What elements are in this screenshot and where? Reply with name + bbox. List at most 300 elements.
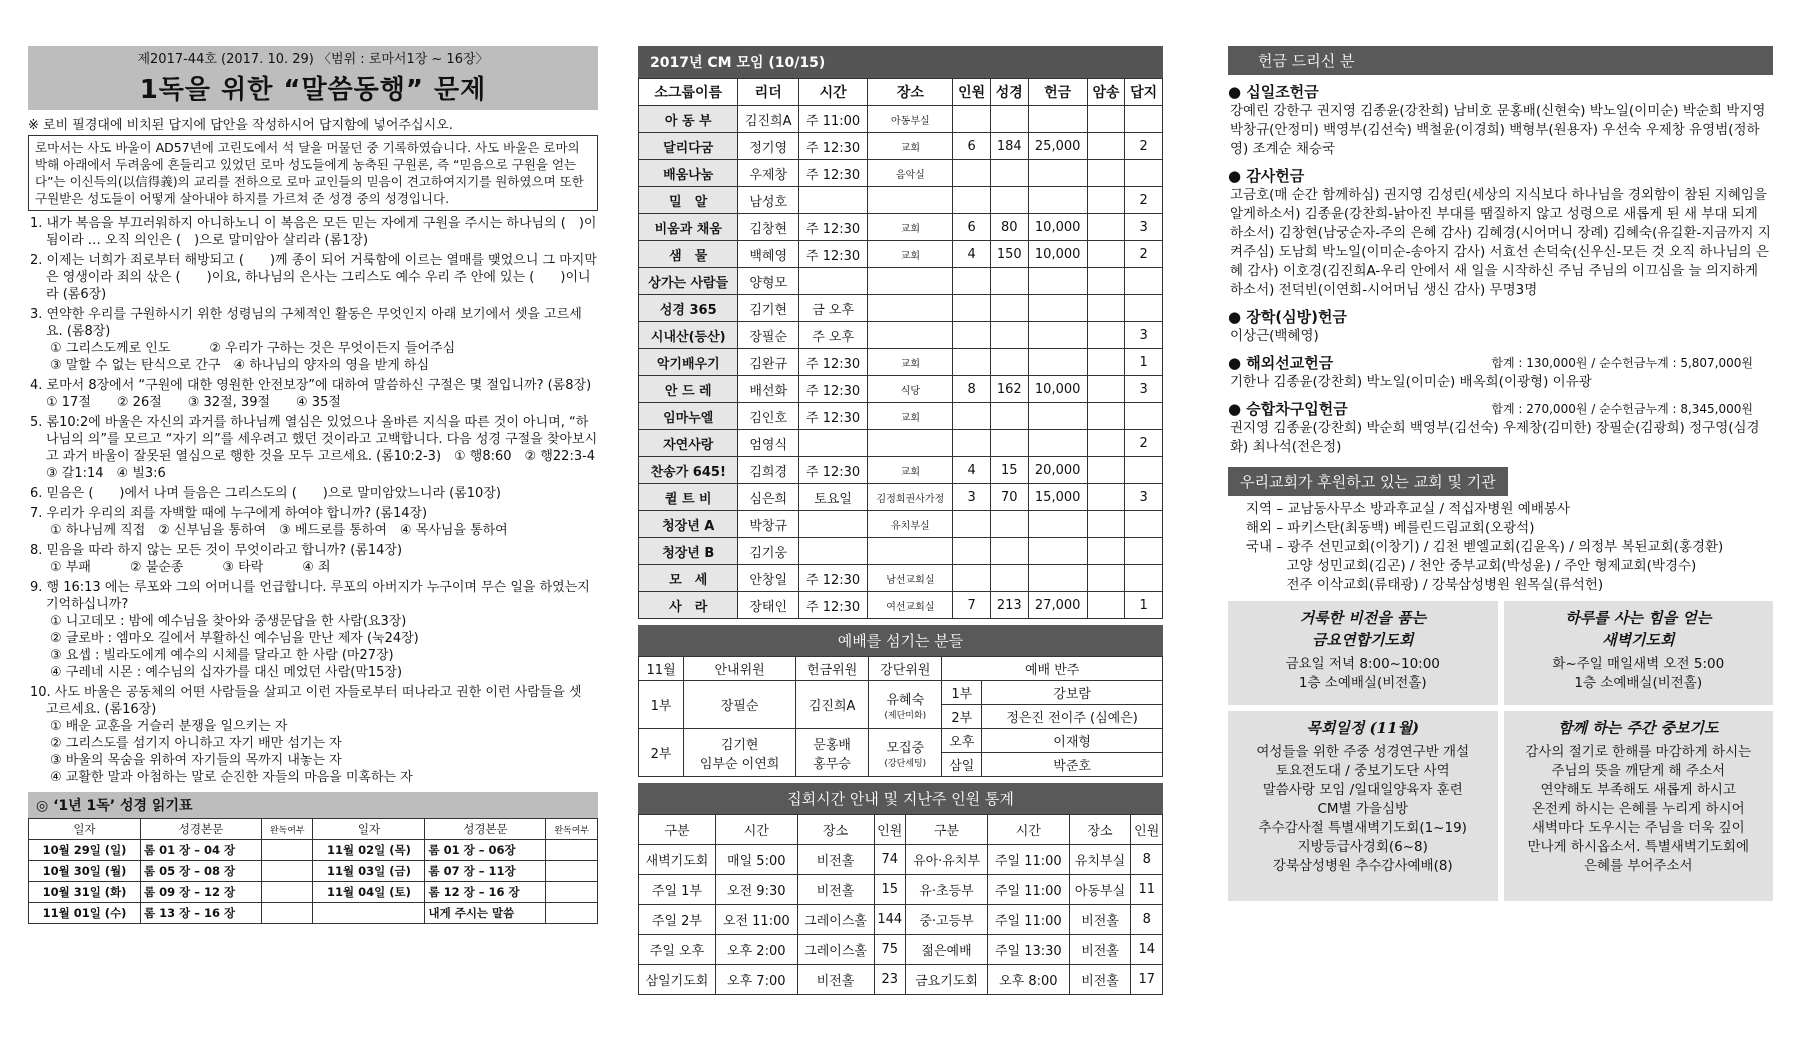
cm-cell — [1028, 430, 1087, 457]
cm-cell: 안 드 레 — [639, 376, 738, 403]
stats-cell: 75 — [874, 935, 906, 965]
cm-cell: 심은희 — [738, 484, 798, 511]
wt-cell: 박준호 — [982, 753, 1163, 777]
wt-text: 모집중 — [886, 740, 925, 756]
cm-cell: 교회 — [868, 214, 953, 241]
reading-cell: 10월 29일 (일) — [29, 840, 141, 861]
box-body: 화~주일 매일새벽 오전 5:00 1층 소예배실(비전홀) — [1552, 656, 1725, 691]
stats-cell: 주일 11:00 — [987, 845, 1069, 875]
cm-head: 장소 — [868, 79, 953, 106]
reading-plan-table — [28, 818, 598, 924]
cm-cell: 2 — [1125, 430, 1163, 457]
cm-cell — [1087, 430, 1125, 457]
cm-row — [639, 430, 1163, 457]
cm-row — [639, 592, 1163, 619]
question-option: ② 글로바 : 엠마오 길에서 부활하신 예수님을 만난 제자 (눅24장) — [50, 631, 419, 646]
stats-cell: 비전홀 — [797, 965, 874, 995]
cm-cell: 213 — [990, 592, 1028, 619]
reading-row — [29, 861, 598, 882]
question — [30, 542, 598, 576]
wt-head: 11월 — [639, 657, 684, 681]
question-option: ① 부패 ② 불순종 ③ 타락 ④ 죄 — [50, 560, 331, 575]
cm-cell: 25,000 — [1028, 133, 1087, 160]
cm-cell: 악기배우기 — [639, 349, 738, 376]
reading-row — [29, 840, 598, 861]
reading-cell: 내게 주시는 말씀 — [425, 903, 546, 924]
cm-cell — [1028, 160, 1087, 187]
support-title: 우리교회가 후원하고 있는 교회 및 기관 — [1228, 467, 1508, 496]
cm-row — [639, 322, 1163, 349]
stats-row — [639, 845, 1163, 875]
offering-type-name: ● 해외선교헌금 — [1228, 354, 1334, 372]
cm-cell — [1028, 349, 1087, 376]
cm-cell — [990, 160, 1028, 187]
stats-cell: 비전홀 — [1069, 965, 1131, 995]
wt-cell: 2부 — [942, 705, 982, 729]
stats-table — [638, 814, 1163, 995]
cm-cell — [953, 349, 991, 376]
cm-head: 성경 — [990, 79, 1028, 106]
cm-cell: 샘 물 — [639, 241, 738, 268]
cm-cell: 주 12:30 — [798, 376, 867, 403]
support-line: 해외 – 파키스탄(최동백) 베를린드림교회(오광석) — [1246, 520, 1535, 536]
cm-head: 인원 — [953, 79, 991, 106]
stats-cell: 오후 2:00 — [715, 935, 797, 965]
cm-cell — [1125, 295, 1163, 322]
stats-cell: 주일 2부 — [639, 905, 716, 935]
cm-cell: 3 — [1125, 376, 1163, 403]
offering-group — [1228, 352, 1773, 392]
wt-cell: 1부 — [639, 681, 684, 729]
reading-head: 일자 — [313, 819, 425, 840]
offering-list — [1228, 81, 1773, 457]
cm-row — [639, 241, 1163, 268]
question-option: ③ 요셉 : 빌라도에게 예수의 시체를 달라고 한 사람 (마27장) — [50, 648, 394, 663]
cm-cell: 김인호 — [738, 403, 798, 430]
worship-title: 예배를 섬기는 분들 — [638, 625, 1163, 656]
box-body: 감사의 절기로 한해를 마감하게 하시는 주님의 뜻을 깨닫게 해 주소서 연약해도 부족해도 새롭게 하시고 온전케 하시는 은혜를 누리게 하시어 새벽마다 도우시는 주님을 더욱 깊이 만나게 하시옵소서. 특별새벽기도회에 은혜를 부어주소서 — [1525, 744, 1752, 874]
cm-row — [639, 484, 1163, 511]
wt-cell: 오후 — [942, 729, 982, 753]
wt-cell — [684, 729, 796, 777]
reading-head: 완독여부 — [261, 819, 313, 840]
cm-cell: 4 — [953, 241, 991, 268]
cm-cell: 6 — [953, 214, 991, 241]
support-list — [1228, 500, 1773, 595]
cm-cell: 임마누엘 — [639, 403, 738, 430]
stats-head: 인원 — [874, 815, 906, 845]
cm-cell: 김진희A — [738, 106, 798, 133]
offering-type-name: ● 십일조헌금 — [1228, 83, 1319, 101]
reading-cell — [261, 861, 313, 882]
reading-cell: 롬 09 장 – 12 장 — [141, 882, 262, 903]
stats-cell: 중·고등부 — [906, 905, 988, 935]
notice: ※ 로비 필경대에 비치된 답지에 답안을 작성하시어 답지함에 넣어주십시오. — [28, 118, 453, 133]
cm-table — [638, 78, 1163, 619]
cm-cell — [953, 430, 991, 457]
box-title: 하루를 사는 힘을 얻는 새벽기도회 — [1565, 609, 1712, 649]
box-body: 금요일 저녁 8:00~10:00 1층 소예배실(비전홀) — [1285, 656, 1440, 691]
question-option: ① 니고데모 : 밤에 예수님을 찾아와 중생문답을 한 사람(요3장) — [50, 614, 407, 629]
cm-row — [639, 133, 1163, 160]
cm-cell — [1087, 511, 1125, 538]
cm-cell: 찬송가 645! — [639, 457, 738, 484]
question-list — [28, 215, 609, 786]
stats-head: 구분 — [906, 815, 988, 845]
box-title: 함께 하는 주간 중보기도 — [1557, 719, 1719, 737]
stats-cell: 주일 오후 — [639, 935, 716, 965]
reading-cell — [261, 882, 313, 903]
cm-cell: 2 — [1125, 133, 1163, 160]
reading-cell: 롬 12 장 – 16 장 — [425, 882, 546, 903]
cm-cell: 사 라 — [639, 592, 738, 619]
cm-cell — [868, 430, 953, 457]
cm-cell: 식당 — [868, 376, 953, 403]
question — [30, 414, 609, 482]
cm-cell — [953, 106, 991, 133]
offering-names: 고금호(매 순간 함께하심) 권지영 김성린(세상의 지식보다 하나님을 경외함이 참된 지혜임을 알게하소서) 김종윤(강찬희-낡아진 부대를 땜질하지 않고 성령으로 새롭게 된 새 부대 되게 하소서) 김창현(남궁순자-주의 은혜 감사) 김혜경(시어머니 장례) 김혜숙(유길환-지금까지 지켜주심) 도남희 박노일(이미순-송아지 감사) 서효선 손덕숙(신우신-모든 것 오직 하나님의 은혜 감사) 이호경(김진희A-우리 안에서 새 일을 시작하신 주님 주님의 이끄심을 늘 의지하게 하소서) 전덕빈(이연희-시어머님 생신 감사) 무명3명 — [1230, 187, 1771, 298]
cm-cell — [1028, 268, 1087, 295]
issue-info: 제2017-44호 (2017. 10. 29) 〈범위 : 로마서1장 ~ 16장〉 — [137, 52, 489, 67]
cm-row — [639, 187, 1163, 214]
reading-cell: 롬 13 장 – 16 장 — [141, 903, 262, 924]
cm-row — [639, 106, 1163, 133]
box-body: 여성들을 위한 주중 성경연구반 개설 토요전도대 / 중보기도단 사역 말씀사랑 모임 /일대일양육자 훈련 CM별 가을심방 추수감사절 특별새벽기도회(1~19) 지방등급사경회(6~8) 강북삼성병원 추수감사예배(8) — [1256, 744, 1470, 874]
stats-row — [639, 935, 1163, 965]
cm-cell: 184 — [990, 133, 1028, 160]
cm-cell: 아 동 부 — [639, 106, 738, 133]
cm-cell: 아동부실 — [868, 106, 953, 133]
wt-text: 홍무승 — [813, 756, 851, 772]
cm-cell: 토요일 — [798, 484, 867, 511]
quiz-header — [28, 46, 598, 110]
cm-cell: 20,000 — [1028, 457, 1087, 484]
stats-row — [639, 875, 1163, 905]
cm-cell: 상가는 사람들 — [639, 268, 738, 295]
cm-cell: 10,000 — [1028, 241, 1087, 268]
stats-head: 인원 — [1131, 815, 1163, 845]
stats-cell: 오후 8:00 — [987, 965, 1069, 995]
cm-row — [639, 349, 1163, 376]
quiz-column — [28, 46, 609, 924]
cm-cell — [1087, 538, 1125, 565]
cm-cell — [1087, 133, 1125, 160]
stats-cell: 오전 9:30 — [715, 875, 797, 905]
stats-cell: 비전홀 — [1069, 905, 1131, 935]
box-title: 거룩한 비전을 품는 금요연합기도회 — [1299, 609, 1426, 649]
cm-cell — [868, 295, 953, 322]
cm-cell: 주 12:30 — [798, 160, 867, 187]
reading-cell: 11월 01일 (수) — [29, 903, 141, 924]
cm-cell: 주 12:30 — [798, 403, 867, 430]
reading-cell: 11월 03일 (금) — [313, 861, 425, 882]
wt-head: 예배 반주 — [942, 657, 1163, 681]
cm-cell: 15 — [990, 457, 1028, 484]
cm-cell: 김기현 — [738, 295, 798, 322]
cm-cell: 엄영식 — [738, 430, 798, 457]
cm-cell — [1087, 322, 1125, 349]
cm-cell: 백혜영 — [738, 241, 798, 268]
cm-cell — [798, 538, 867, 565]
reading-head: 성경본문 — [425, 819, 546, 840]
worship-table — [638, 656, 1163, 777]
offering-group — [1228, 165, 1773, 300]
cm-cell: 2 — [1125, 241, 1163, 268]
offering-amount: 합계 : 130,000원 / 순수헌금누계 : 5,807,000원 — [1491, 356, 1753, 370]
cm-cell: 3 — [1125, 484, 1163, 511]
cm-cell — [798, 511, 867, 538]
cm-cell: 교회 — [868, 133, 953, 160]
wt-text: 임부순 이연희 — [699, 756, 780, 772]
wt-cell: 정은진 전이주 (심예은) — [982, 705, 1163, 729]
stats-title: 집회시간 안내 및 지난주 인원 통계 — [638, 783, 1163, 814]
reading-plan-title: ◎ ‘1년 1독’ 성경 읽기표 — [28, 792, 598, 818]
stats-cell: 주일 13:30 — [987, 935, 1069, 965]
offering-type-name: ● 승합차구입헌금 — [1228, 400, 1348, 418]
stats-head: 시간 — [715, 815, 797, 845]
cm-cell: 1 — [1125, 349, 1163, 376]
question-text: 4. 로마서 8장에서 “구원에 대한 영원한 안전보장”에 대하여 말씀하신 구절은 몇 절입니까? (롬8장) ① 17절 ② 26절 ③ 32절, 39절 ④ 35절 — [30, 378, 605, 410]
offering-type-name: ● 장학(심방)헌금 — [1228, 308, 1347, 326]
stats-cell: 매일 5:00 — [715, 845, 797, 875]
cm-row — [639, 295, 1163, 322]
reading-cell — [546, 903, 598, 924]
stats-head: 장소 — [797, 815, 874, 845]
cm-cell — [1028, 565, 1087, 592]
cm-cell: 3 — [1125, 214, 1163, 241]
cm-cell: 주 12:30 — [798, 565, 867, 592]
support-line: 국내 – 광주 선민교회(이창기) / 김천 벧엘교회(김윤옥) / 의정부 복된교회(홍경환) — [1246, 539, 1724, 555]
question-option: ④ 교활한 말과 아첨하는 말로 순진한 자들의 마음을 미혹하는 자 — [50, 770, 413, 785]
quiz-title: 1독을 위한 “말씀동행” 문제 — [139, 75, 487, 105]
cm-cell — [1087, 565, 1125, 592]
reading-cell: 롬 07 장 – 11장 — [425, 861, 546, 882]
cm-cell: 교회 — [868, 241, 953, 268]
reading-head: 일자 — [29, 819, 141, 840]
cm-cell — [868, 322, 953, 349]
cm-cell — [1028, 403, 1087, 430]
cm-cell — [953, 565, 991, 592]
cm-cell — [1087, 295, 1125, 322]
cm-cell: 70 — [990, 484, 1028, 511]
cm-cell: 15,000 — [1028, 484, 1087, 511]
stats-cell: 오전 11:00 — [715, 905, 797, 935]
cm-cell — [1087, 376, 1125, 403]
cm-cell: 우제창 — [738, 160, 798, 187]
cm-cell — [1125, 511, 1163, 538]
cm-cell — [953, 538, 991, 565]
cm-cell: 김정희권사가정 — [868, 484, 953, 511]
cm-cell — [953, 295, 991, 322]
cm-cell — [1087, 214, 1125, 241]
cm-cell — [990, 349, 1028, 376]
cm-cell: 박창규 — [738, 511, 798, 538]
cm-cell — [990, 295, 1028, 322]
cm-cell: 음악실 — [868, 160, 953, 187]
cm-row — [639, 511, 1163, 538]
offering-type — [1228, 165, 1773, 186]
offering-group — [1228, 306, 1773, 346]
cm-cell: 시내산(등산) — [639, 322, 738, 349]
question-option: ① 배운 교훈을 거슬러 분쟁을 일으키는 자 — [50, 719, 288, 734]
stats-cell: 11 — [1131, 875, 1163, 905]
cm-cell — [990, 268, 1028, 295]
question-text: 2. 이제는 너희가 죄로부터 해방되고 ( )께 종이 되어 거룩함에 이르는 열매를 맺었으니 그 마지막은 영생이라 죄의 삯은 ( )이요, 하나님의 은사는 그리스도 예수 우리 주 안에 있는 ( )이니라 (롬6장) — [30, 253, 597, 302]
cm-row — [639, 376, 1163, 403]
cm-cell — [1087, 457, 1125, 484]
cm-head: 암송 — [1087, 79, 1125, 106]
cm-cell: 교회 — [868, 457, 953, 484]
cm-head: 소그룹이름 — [639, 79, 738, 106]
reading-head: 완독여부 — [546, 819, 598, 840]
cm-cell — [990, 430, 1028, 457]
question — [30, 306, 598, 374]
cm-cell — [990, 565, 1028, 592]
cm-cell: 10,000 — [1028, 214, 1087, 241]
offering-names: 권지영 김종윤(강찬희) 박순희 백영부(김선숙) 우제창(김미한) 장필순(김광희) 정구영(심경화) 최나석(전은정) — [1230, 420, 1760, 455]
wt-cell: 이재형 — [982, 729, 1163, 753]
question-option: ③ 바울의 목숨을 위하여 자기들의 목까지 내놓는 자 — [50, 753, 342, 768]
weekly-prayer-box — [1504, 711, 1774, 901]
stats-cell: 주일 11:00 — [987, 875, 1069, 905]
wt-cell — [869, 729, 942, 777]
cm-head: 답지 — [1125, 79, 1163, 106]
stats-cell: 주일 1부 — [639, 875, 716, 905]
cm-title: 2017년 CM 모임 (10/15) — [638, 46, 1163, 78]
stats-cell: 유치부실 — [1069, 845, 1131, 875]
cm-cell — [868, 268, 953, 295]
cm-cell: 남선교회실 — [868, 565, 953, 592]
stats-cell: 15 — [874, 875, 906, 905]
cm-cell: 배선화 — [738, 376, 798, 403]
reading-cell — [546, 882, 598, 903]
cm-row — [639, 214, 1163, 241]
reading-cell — [546, 840, 598, 861]
question-text: 1. 내가 복음을 부끄러워하지 아니하노니 이 복음은 모든 믿는 자에게 구원을 주시는 하나님의 ( )이 됨이라 … 오직 의인은 ( )으로 말미암아 살리라 (롬1장) — [30, 216, 597, 248]
cm-cell: 청장년 B — [639, 538, 738, 565]
stats-cell: 젊은예배 — [906, 935, 988, 965]
cm-cell: 교회 — [868, 403, 953, 430]
cm-cell: 3 — [953, 484, 991, 511]
wt-cell: 강보람 — [982, 681, 1163, 705]
cm-cell: 3 — [1125, 322, 1163, 349]
cm-cell — [798, 430, 867, 457]
cm-cell — [953, 322, 991, 349]
cm-cell: 양형모 — [738, 268, 798, 295]
cm-cell: 주 12:30 — [798, 349, 867, 376]
cm-cell — [1028, 295, 1087, 322]
question — [30, 377, 605, 411]
question-text: 7. 우리가 우리의 죄를 자백할 때에 누구에게 하여야 합니까? (롬14장) — [30, 506, 428, 521]
wt-cell: 김진희A — [796, 681, 869, 729]
cm-cell — [1028, 511, 1087, 538]
stats-cell: 23 — [874, 965, 906, 995]
question — [30, 485, 598, 502]
wt-text: 문홍배 — [813, 737, 851, 753]
cm-column — [638, 46, 1163, 995]
cm-cell: 주 12:30 — [798, 457, 867, 484]
cm-row — [639, 565, 1163, 592]
cm-cell — [1087, 241, 1125, 268]
cm-cell — [990, 322, 1028, 349]
question-text: 5. 롬10:2에 바울은 자신의 과거를 하나님께 열심은 있었으나 올바른 지식을 따른 것이 아니며, “하나님의 의”를 모르고 “자기 의”를 세우려고 했던 것이라고 고백합니다. 다음 성경 구절을 찾아보시고 과거 바울이 잘못된 열심으로 행한 것을 모두 고르세요. (롬10:2-3) ① 행8:60 ② 행22:3-4 ③ 갈1:14 ④ 빌3:6 — [30, 415, 609, 481]
cm-cell: 비움과 채움 — [639, 214, 738, 241]
cm-cell — [1125, 106, 1163, 133]
cm-cell: 퀼 트 비 — [639, 484, 738, 511]
offering-names: 강예린 강한구 권지영 김종윤(강찬희) 남비호 문홍배(신현숙) 박노일(이미순) 박순희 박지영 박창규(안정미) 백영부(김선숙) 백철윤(이경희) 백형부(원용자) 우선숙 우제창 유영범(정하영) 조계순 채승국 — [1230, 103, 1766, 157]
stats-cell: 그레이스홀 — [797, 935, 874, 965]
stats-cell: 유·초등부 — [906, 875, 988, 905]
stats-cell: 삼일기도회 — [639, 965, 716, 995]
cm-cell: 밀 알 — [639, 187, 738, 214]
stats-cell: 8 — [1131, 845, 1163, 875]
cm-cell: 10,000 — [1028, 376, 1087, 403]
stats-cell: 비전홀 — [1069, 935, 1131, 965]
cm-cell: 자연사랑 — [639, 430, 738, 457]
cm-cell — [953, 160, 991, 187]
question-text: 3. 연약한 우리를 구원하시기 위한 성령님의 구체적인 활동은 무엇인지 아래 보기에서 셋을 고르세요. (롬8장) — [30, 307, 582, 339]
dawn-prayer-box — [1504, 601, 1774, 705]
offering-names: 기한나 김종윤(강찬희) 박노일(이미순) 배옥희(이광형) 이유광 — [1230, 374, 1592, 390]
question-text: 10. 사도 바울은 공동체의 어떤 사람들을 살피고 이런 자들로부터 떠나라고 권한 이런 사람들을 셋 고르세요. (롬16장) — [30, 685, 582, 717]
cm-cell: 김희경 — [738, 457, 798, 484]
cm-cell — [953, 268, 991, 295]
wt-cell — [796, 729, 869, 777]
cm-cell — [990, 187, 1028, 214]
cm-cell — [1028, 187, 1087, 214]
cm-cell: 162 — [990, 376, 1028, 403]
cm-cell: 주 12:30 — [798, 133, 867, 160]
wt-head: 안내위원 — [684, 657, 796, 681]
cm-cell: 주 오후 — [798, 322, 867, 349]
question — [30, 215, 598, 249]
question-option: ④ 구레네 시몬 : 예수님의 십자가를 대신 메었던 사람(막15장) — [50, 665, 403, 680]
reading-row — [29, 882, 598, 903]
wt-cell: 삼일 — [942, 753, 982, 777]
cm-cell: 김기웅 — [738, 538, 798, 565]
reading-cell: 11월 04일 (토) — [313, 882, 425, 903]
stats-cell: 새벽기도회 — [639, 845, 716, 875]
stats-cell: 금요기도회 — [906, 965, 988, 995]
cm-cell — [1087, 187, 1125, 214]
offering-type — [1228, 81, 1773, 102]
stats-head: 시간 — [987, 815, 1069, 845]
question-text: 9. 행 16:13 에는 루포와 그의 어머니를 언급합니다. 루포의 아버지가 누구이며 무슨 일을 하였는지 기억하십니까? — [30, 580, 590, 612]
cm-cell — [1087, 592, 1125, 619]
cm-head: 시간 — [798, 79, 867, 106]
wt-head: 헌금위원 — [796, 657, 869, 681]
cm-cell: 정기영 — [738, 133, 798, 160]
cm-cell: 김창현 — [738, 214, 798, 241]
cm-cell: 주 12:30 — [798, 241, 867, 268]
question — [30, 252, 598, 303]
cm-cell: 6 — [953, 133, 991, 160]
offering-type-name: ● 감사헌금 — [1228, 167, 1305, 185]
friday-prayer-box — [1228, 601, 1498, 705]
cm-cell — [1125, 160, 1163, 187]
offering-type — [1228, 352, 1773, 373]
cm-row — [639, 457, 1163, 484]
question-option: ① 그리스도께로 인도 ② 우리가 구하는 것은 무엇이든지 들어주심 — [50, 341, 456, 356]
wt-text: 김기현 — [720, 737, 759, 753]
cm-cell — [868, 538, 953, 565]
cm-cell: 김완규 — [738, 349, 798, 376]
cm-cell: 주 11:00 — [798, 106, 867, 133]
cm-cell: 장필순 — [738, 322, 798, 349]
cm-cell — [1087, 268, 1125, 295]
cm-cell: 성경 365 — [639, 295, 738, 322]
stats-cell: 주일 11:00 — [987, 905, 1069, 935]
